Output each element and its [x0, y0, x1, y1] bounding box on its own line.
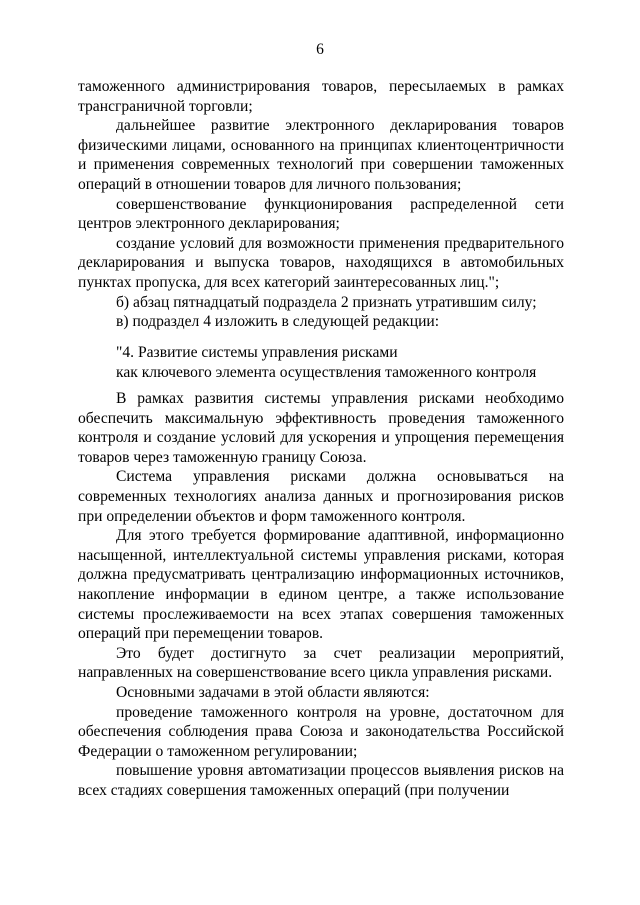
- paragraph: Основными задачами в этой области являются:: [116, 683, 430, 701]
- body-text-block: [78, 389, 564, 800]
- paragraph: создание условий для возможности применения предварительного декларирования и выпуска товаров, находящихся в автомобильных пунктах пропуска, для всех категорий заинтересованных лиц.";: [78, 234, 564, 291]
- paragraph: б) абзац пятнадцатый подраздела 2 признать утратившим силу;: [116, 293, 537, 311]
- top-text-block: [78, 77, 564, 332]
- paragraph: повышение уровня автоматизации процессов выявления рисков на всех стадиях совершения таможенных операций (при получении: [78, 762, 564, 799]
- heading-line: "4. Развитие системы управления рисками: [116, 344, 398, 361]
- heading-line: как ключевого элемента осуществления таможенного контроля: [116, 363, 537, 381]
- paragraph: проведение таможенного контроля на уровне, достаточном для обеспечения соблюдения права Союза и законодательства Российской Федерации о таможенном регулировании;: [78, 703, 564, 760]
- paragraph: Для этого требуется формирование адаптивной, информационно насыщенной, интеллектуальной системы управления рисками, которая должна предусматривать централизацию информационных источников, накопление информации в едином центре, а также использование системы прослеживаемости на всех этапах совершения таможенных операций при перемещении товаров.: [78, 527, 564, 643]
- paragraph: Это будет достигнуто за счет реализации мероприятий, направленных на совершенствование всего цикла управления рисками.: [78, 644, 564, 682]
- paragraph: дальнейшее развитие электронного декларирования товаров физическими лицами, основанного на принципах клиентоцентричности и применения современных технологий при совершении таможенных операций в отношении товаров для личного пользования;: [78, 117, 564, 193]
- paragraph: В рамках развития системы управления рисками необходимо обеспечить максимальную эффективность проведения таможенного контроля и создание условий для ускорения и упрощения перемещения товаров через таможенную границу Союза.: [78, 390, 564, 466]
- paragraph: в) подраздел 4 изложить в следующей редакции:: [116, 313, 440, 331]
- page-number: 6: [316, 41, 324, 58]
- paragraph: таможенного администрирования товаров, пересылаемых в рамках трансграничной торговли;: [78, 78, 564, 115]
- section-heading: [78, 343, 564, 382]
- paragraph: совершенствование функционирования распределенной сети центров электронного декларирования;: [78, 195, 564, 233]
- paragraph: Система управления рисками должна основываться на современных технологиях анализа данных и прогнозирования рисков при определении объектов и форм таможенного контроля.: [78, 468, 564, 525]
